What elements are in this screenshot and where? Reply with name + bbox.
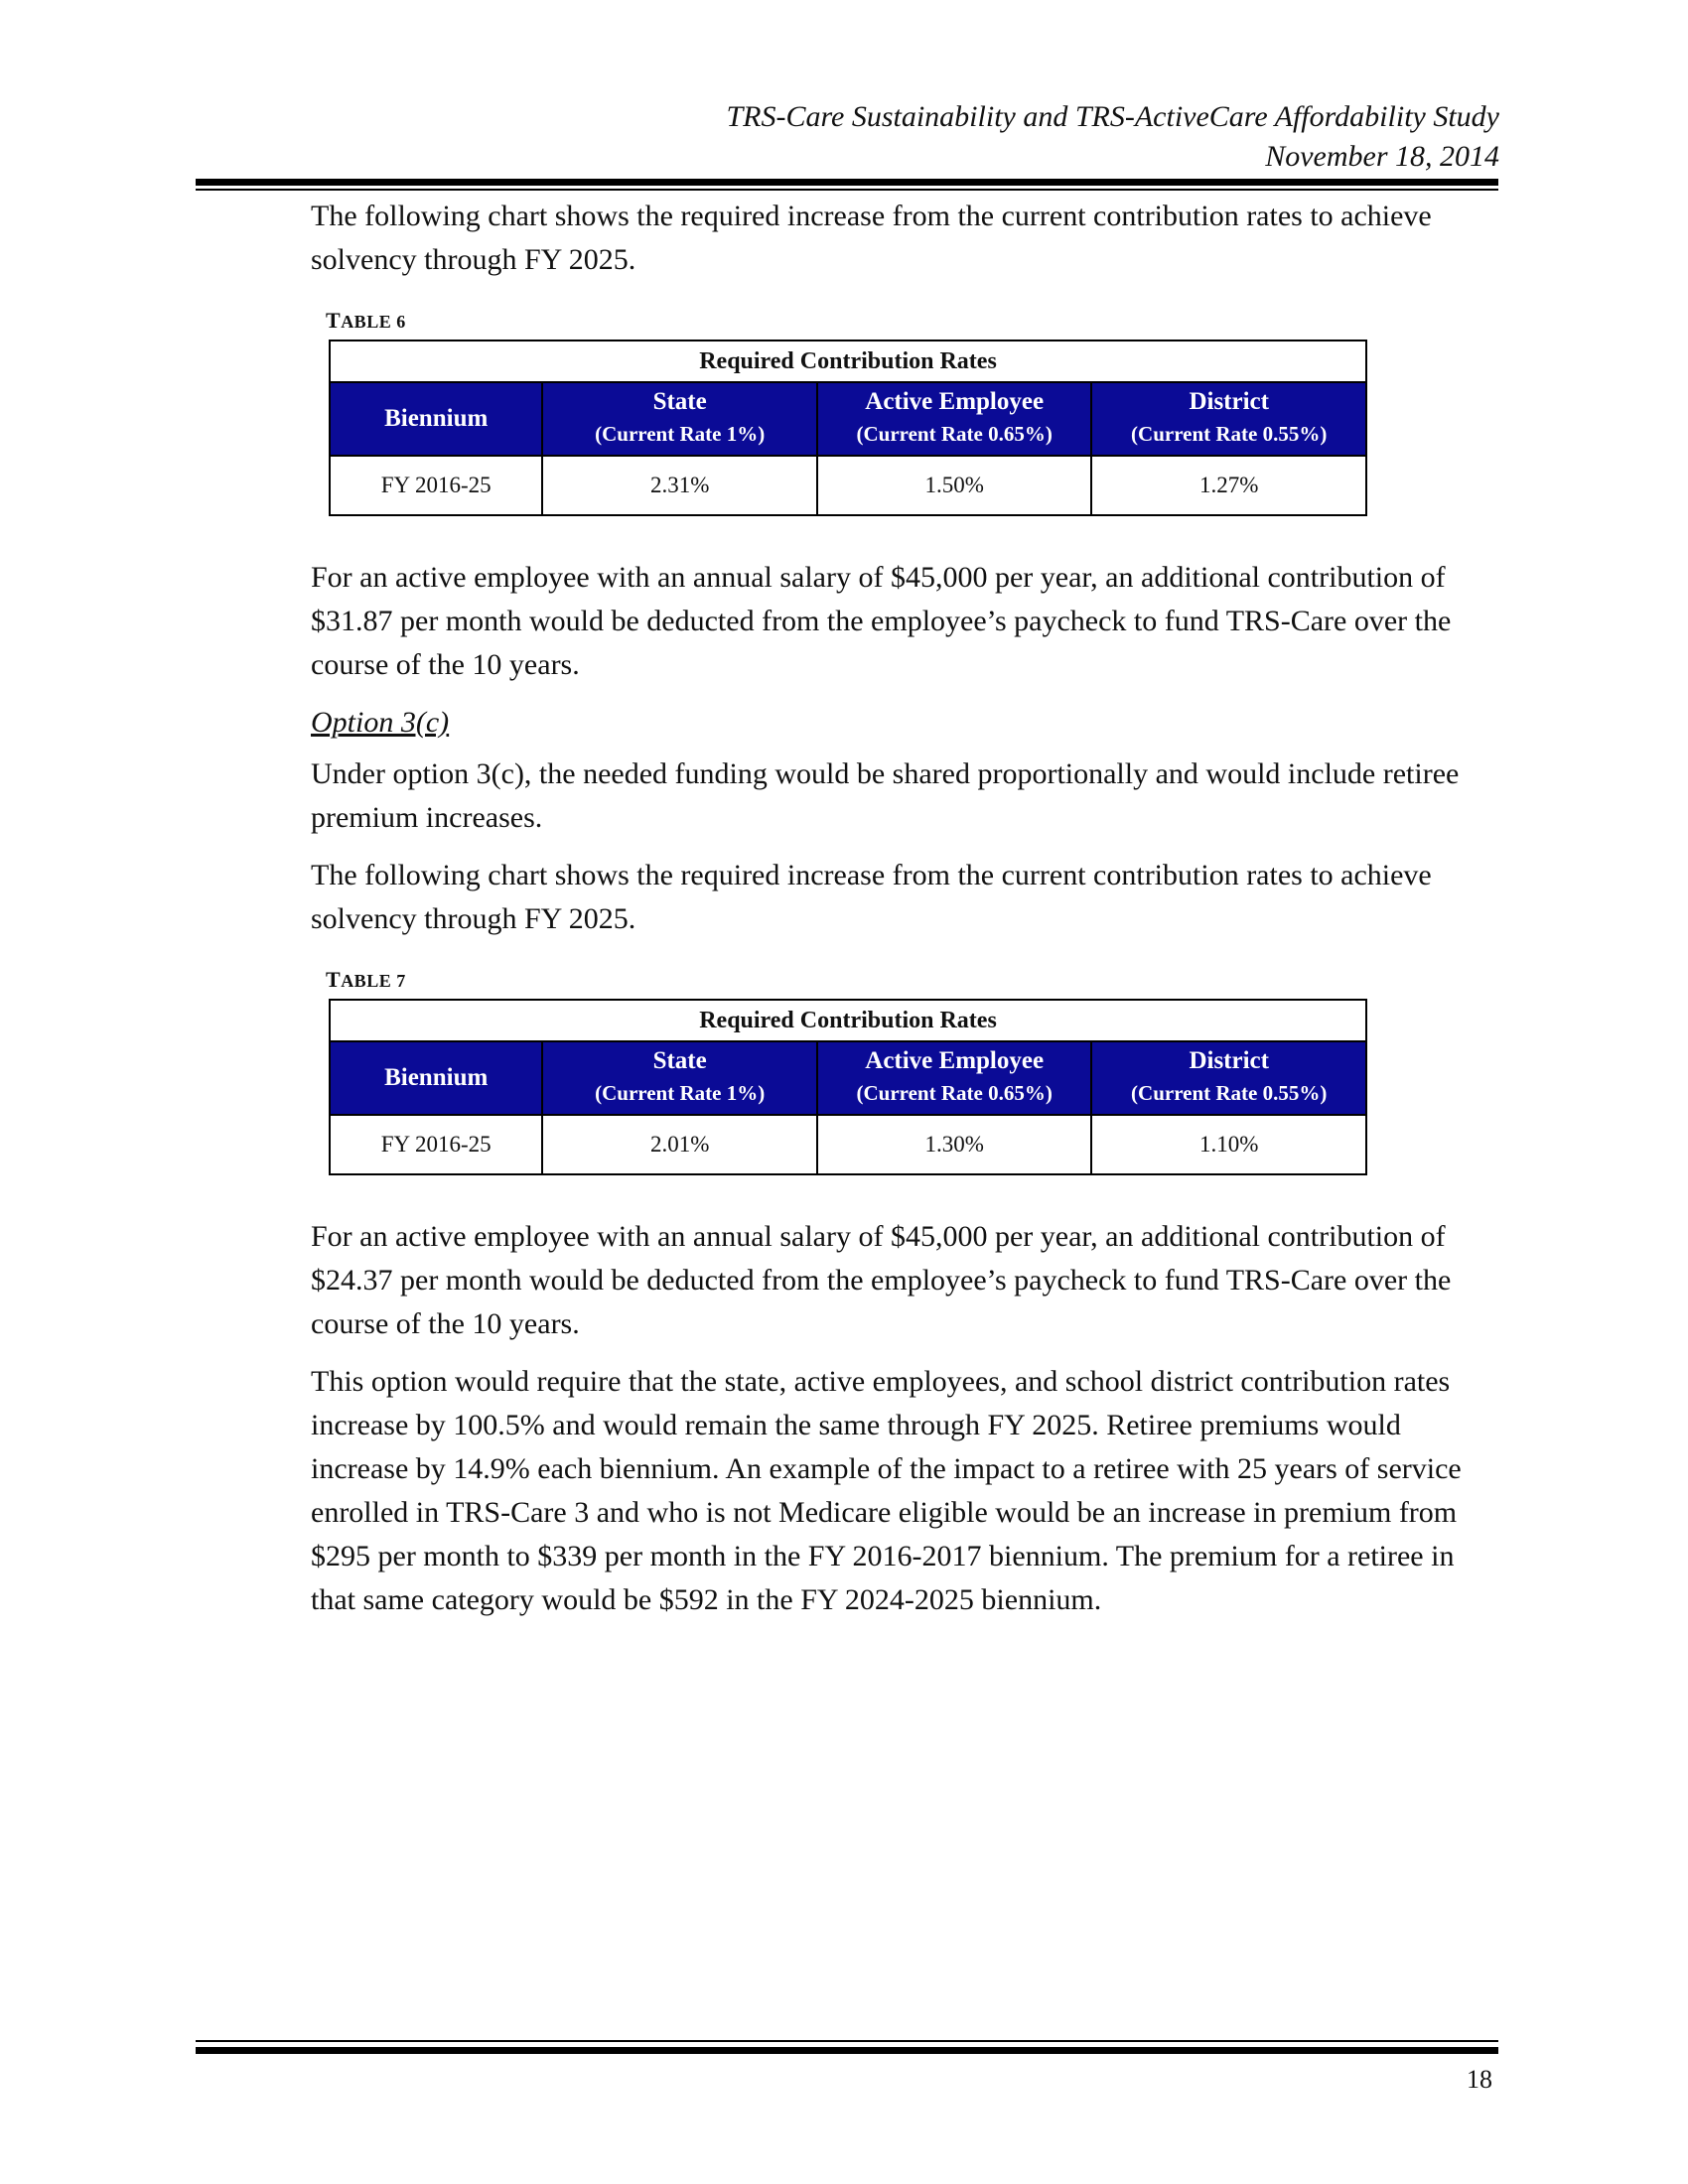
footer-rule-thin: [196, 2040, 1498, 2042]
table7-cell-district: 1.10%: [1091, 1115, 1366, 1174]
header-rule-thin: [196, 189, 1498, 191]
paragraph-option-3c: Under option 3(c), the needed funding would be shared proportionally and would include retiree premium increases.: [311, 757, 1460, 834]
table7-header-biennium: Biennium: [330, 1041, 542, 1115]
running-header: [726, 97, 1499, 177]
table7-header-district: District (Current Rate 0.55%): [1091, 1041, 1366, 1115]
table6-cell-biennium: FY 2016-25: [330, 456, 542, 515]
table6: [329, 340, 1367, 516]
table6-title: Required Contribution Rates: [330, 341, 1366, 382]
table6-cell-state: 2.31%: [542, 456, 817, 515]
header-title: TRS-Care Sustainability and TRS-ActiveCare Affordability Study: [726, 100, 1499, 133]
table7: [329, 999, 1367, 1175]
table6-header-active-employee: Active Employee (Current Rate 0.65%): [817, 382, 1092, 456]
table6-header-district: District (Current Rate 0.55%): [1091, 382, 1366, 456]
table-row: [330, 1115, 1366, 1174]
table6-cell-district: 1.27%: [1091, 456, 1366, 515]
paragraph-employee-impact-7: For an active employee with an annual salary of $45,000 per year, an additional contribution of $24.37 per month would be deducted from the employee’s paycheck to fund TRS-Care over the course of the 10 years.: [311, 1220, 1452, 1340]
table7-cell-active-employee: 1.30%: [817, 1115, 1092, 1174]
table7-cell-biennium: FY 2016-25: [330, 1115, 542, 1174]
paragraph-retiree-premiums: This option would require that the state, active employees, and school district contribution rates increase by 100.5% and would remain the same through FY 2025. Retiree premiums would increase by 14.9% each biennium. An example of the impact to a retiree with 25 years of service enrolled in TRS-Care 3 and who is not Medicare eligible would be an increase in premium from $295 per month to $339 per month in the FY 2016-2017 biennium. The premium for a retiree in that same category would be $592 in the FY 2024-2025 biennium.: [311, 1365, 1462, 1616]
page-number: 18: [1467, 2065, 1492, 2094]
table7-header-state: State (Current Rate 1%): [542, 1041, 817, 1115]
paragraph-employee-impact-6: For an active employee with an annual salary of $45,000 per year, an additional contribution of $31.87 per month would be deducted from the employee’s paycheck to fund TRS-Care over the course of the 10 years.: [311, 561, 1452, 681]
table6-cell-active-employee: 1.50%: [817, 456, 1092, 515]
table6-header-state: State (Current Rate 1%): [542, 382, 817, 456]
option-3c-heading: Option 3(c): [311, 706, 450, 739]
header-rule-thick: [196, 179, 1498, 186]
paragraph-intro-table6: The following chart shows the required increase from the current contribution rates to achieve solvency through FY 2025.: [311, 200, 1432, 276]
page-body: [311, 195, 1492, 1636]
table6-caption: TABLE 6: [326, 308, 406, 333]
table7-title: Required Contribution Rates: [330, 1000, 1366, 1041]
table7-header-active-employee: Active Employee (Current Rate 0.65%): [817, 1041, 1092, 1115]
table-row: [330, 456, 1366, 515]
table7-caption: TABLE 7: [326, 967, 406, 992]
table7-cell-state: 2.01%: [542, 1115, 817, 1174]
paragraph-intro-table7: The following chart shows the required increase from the current contribution rates to achieve solvency through FY 2025.: [311, 859, 1432, 935]
footer-rule-thick: [196, 2047, 1498, 2054]
table6-header-biennium: Biennium: [330, 382, 542, 456]
header-date: November 18, 2014: [1265, 140, 1499, 173]
